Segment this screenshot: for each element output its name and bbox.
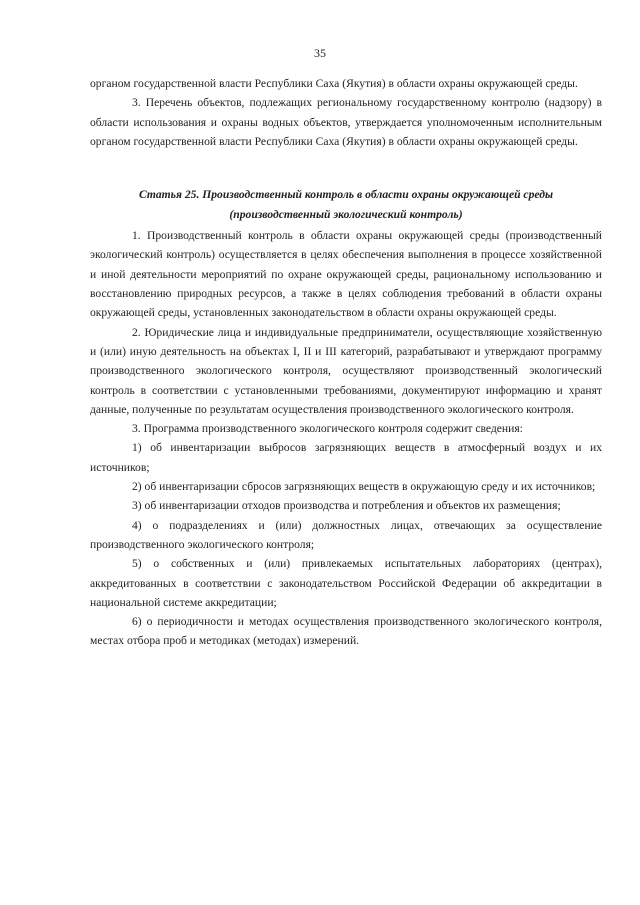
list-item-2: 2) об инвентаризации сбросов загрязняющих веществ в окружающую среду и их источников; — [132, 480, 596, 494]
list-item-3: 3) об инвентаризации отходов производства и потребления и объектов их размещения; — [132, 499, 561, 513]
paragraph-continuation: органом государственной власти Республики Саха (Якутия) в области охраны окружающей среды. — [90, 77, 578, 90]
page-content — [90, 74, 602, 651]
article-heading — [90, 185, 602, 224]
article-paragraph-2: 2. Юридические лица и индивидуальные предприниматели, осуществляющие хозяйственную и (или) иную деятельность на объектах I, II и III категорий, разрабатывают и утверждают программу производственного экологического контроля, осуществляют производственный экологический контроль в соответствии с установленными требованиями, документируют информацию и хранят данные, полученные по результатам осуществления производственного экологического контроля. — [90, 325, 602, 416]
list-item-6: 6) о периодичности и методах осуществления производственного экологического контроля, местах отбора проб и методиках (методах) измерений. — [90, 615, 602, 648]
article-title-line1: Статья 25. Производственный контроль в области охраны окружающей среды — [138, 188, 554, 202]
article-title-line2: (производственный экологический контроль) — [229, 207, 463, 221]
list-item-4: 4) о подразделениях и (или) должностных лицах, отвечающих за осуществление производственного экологического контроля; — [90, 518, 602, 551]
list-item-1: 1) об инвентаризации выбросов загрязняющих веществ в атмосферный воздух и их источников; — [90, 441, 602, 474]
article-paragraph-1: 1. Производственный контроль в области охраны окружающей среды (производственный экологический контроль) осуществляется в целях обеспечения выполнения в процессе хозяйственной и иной деятельности мероприятий по охране окружающей среды, рациональному использованию и восстановлению природных ресурсов, а также в целях соблюдения требований в области охраны окружающей среды, установленных законодательством в области охраны окружающей среды. — [90, 229, 602, 320]
list-item-5: 5) о собственных и (или) привлекаемых испытательных лабораториях (центрах), аккредитованных в соответствии с законодательством Российской Федерации об аккредитации в национальной системе аккредитации; — [90, 557, 602, 609]
paragraph-item-3-water-objects: 3. Перечень объектов, подлежащих региональному государственному контролю (надзору) в области использования и охраны водных объектов, утверждается уполномоченным исполнительным органом государственной власти Республики Саха (Якутия) в области охраны окружающей среды. — [90, 96, 602, 148]
page-number: 35 — [314, 46, 326, 60]
article-paragraph-3: 3. Программа производственного экологического контроля содержит сведения: — [132, 422, 523, 436]
